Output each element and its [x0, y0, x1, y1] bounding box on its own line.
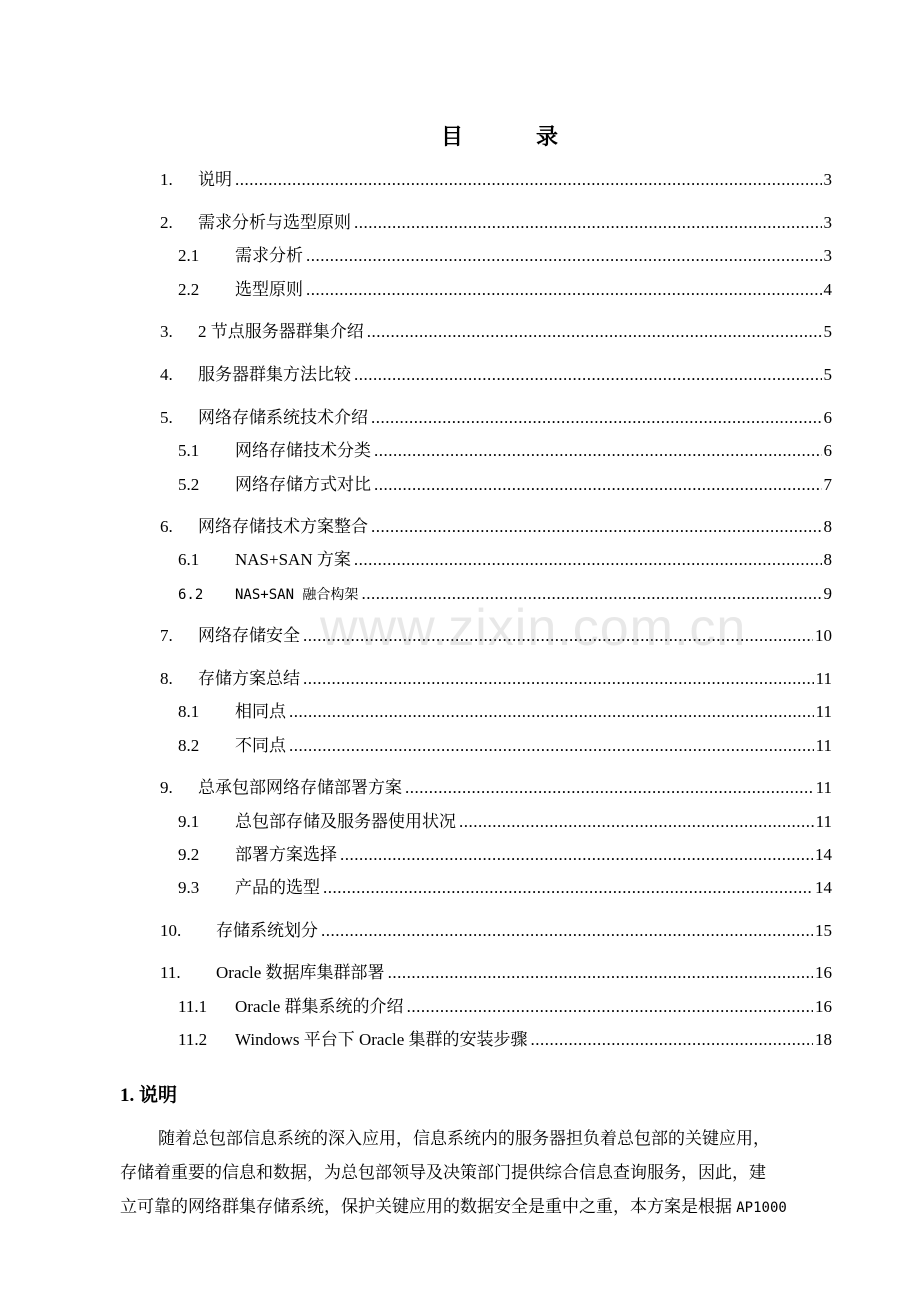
toc-entry-number: 6.2 [178, 587, 204, 603]
toc-entry-page: 5 [823, 365, 832, 384]
toc-entry[interactable] [160, 776, 832, 800]
toc-entry-title: 存储方案总结 [198, 669, 300, 688]
toc-entry-number: 1. [160, 170, 173, 189]
toc-entry-page: 4 [823, 280, 832, 299]
toc-entry-number: 6. [160, 517, 173, 536]
toc-entry[interactable] [178, 473, 832, 497]
toc-entry-number: 9.2 [178, 845, 200, 864]
toc-leader-dots [374, 439, 822, 463]
paragraph-text: 立可靠的网络群集存储系统，保护关键应用的数据安全是重中之重，本方案是根据 [120, 1197, 737, 1216]
toc-entry-page: 3 [823, 170, 832, 189]
toc-entry-page: 11 [815, 778, 832, 797]
toc-entry-title: 选型原则 [235, 280, 303, 299]
toc-entry[interactable] [178, 734, 832, 758]
toc-leader-dots [371, 406, 822, 430]
toc-entry-number: 10. [160, 921, 182, 940]
toc-entry-title: 网络存储技术方案整合 [198, 517, 368, 536]
toc-leader-dots [531, 1028, 813, 1052]
toc-entry[interactable] [178, 1028, 832, 1052]
paragraph-line: 随着总包部信息系统的深入应用，信息系统内的服务器担负着总包部的关键应用， [158, 1129, 770, 1148]
toc-entry-number: 9.1 [178, 812, 200, 831]
toc-entry-title: 服务器群集方法比较 [198, 365, 351, 384]
toc-entry-page: 3 [823, 213, 832, 232]
toc-entry-title: 网络存储系统技术介绍 [198, 408, 368, 427]
toc-entry-page: 18 [815, 1030, 832, 1049]
toc-leader-dots [459, 810, 814, 834]
toc-entry[interactable] [160, 961, 832, 985]
toc-entry-page: 14 [815, 878, 832, 897]
toc-entry[interactable] [178, 244, 832, 268]
toc-entry-title: 说明 [198, 170, 232, 189]
toc-entry[interactable] [178, 843, 832, 867]
toc-entry-page: 10 [815, 626, 832, 645]
toc-leader-dots [361, 582, 821, 606]
toc-entry-number: 7. [160, 626, 173, 645]
toc-title-right: 录 [536, 124, 559, 149]
toc-entry-title: 总承包部网络存储部署方案 [198, 778, 402, 797]
toc-leader-dots [289, 734, 814, 758]
toc-entry-page: 3 [823, 246, 832, 265]
toc-entry[interactable] [160, 211, 832, 235]
toc-entry[interactable] [178, 876, 832, 900]
section-heading: 1. 说明 [120, 1085, 178, 1106]
toc-entry-title: 总包部存储及服务器使用状况 [235, 812, 456, 831]
toc-leader-dots [388, 961, 813, 985]
toc-leader-dots [354, 548, 822, 572]
toc-entry-title: 需求分析与选型原则 [198, 213, 351, 232]
toc-entry-number: 9. [160, 778, 173, 797]
toc-entry-number: 8. [160, 669, 173, 688]
toc-entry-title: 部署方案选择 [235, 845, 337, 864]
toc-entry-title: Oracle 群集系统的介绍 [235, 997, 404, 1016]
toc-entry[interactable] [178, 548, 832, 572]
toc-entry-page: 6 [823, 441, 832, 460]
toc-leader-dots [374, 473, 822, 497]
toc-leader-dots [303, 667, 814, 691]
toc-leader-dots [289, 700, 814, 724]
paragraph-code: AP1000 [736, 1200, 787, 1216]
toc-entry-number: 2. [160, 213, 173, 232]
toc-entry-title: NAS+SAN 融合构架 [235, 587, 359, 603]
toc-leader-dots [303, 624, 813, 648]
toc-entry-number: 11.2 [178, 1030, 208, 1049]
toc-entry[interactable] [160, 667, 832, 691]
toc-entry[interactable] [160, 320, 832, 344]
toc-entry-page: 11 [815, 812, 832, 831]
toc-entry[interactable] [160, 919, 832, 943]
toc-entry[interactable] [160, 515, 832, 539]
toc-entry-page: 8 [823, 550, 832, 569]
toc-leader-dots [321, 919, 813, 943]
toc-entry-title: 2 节点服务器群集介绍 [198, 322, 364, 341]
toc-leader-dots [306, 244, 822, 268]
toc-entry-page: 5 [823, 322, 832, 341]
toc-leader-dots [367, 320, 822, 344]
toc-entry-page: 6 [823, 408, 832, 427]
toc-entry-page: 8 [823, 517, 832, 536]
toc-entry-page: 11 [815, 702, 832, 721]
toc-entry-page: 14 [815, 845, 832, 864]
toc-entry[interactable] [178, 439, 832, 463]
toc-entry-number: 2.2 [178, 280, 200, 299]
toc-title [0, 120, 920, 152]
toc-entry-number: 11.1 [178, 997, 208, 1016]
toc-entry-page: 16 [815, 963, 832, 982]
toc-entry-page: 11 [815, 736, 832, 755]
toc-entry-title: 存储系统划分 [216, 921, 318, 940]
toc-entry-number: 2.1 [178, 246, 200, 265]
toc-entry-number: 8.2 [178, 736, 200, 755]
toc-entry-title: 不同点 [235, 736, 286, 755]
toc-title-left: 目 [441, 124, 464, 149]
toc-entry-title: 网络存储方式对比 [235, 475, 371, 494]
toc-entry[interactable] [160, 363, 832, 387]
toc-leader-dots [306, 278, 822, 302]
toc-entry[interactable] [160, 406, 832, 430]
toc-entry[interactable] [178, 582, 832, 606]
toc-entry-title: Oracle 数据库集群部署 [216, 963, 385, 982]
toc-entry-title: 产品的选型 [235, 878, 320, 897]
toc-entry-page: 7 [823, 475, 832, 494]
paragraph-line: 存储着重要的信息和数据，为总包部领导及决策部门提供综合信息查询服务，因此，建 [120, 1163, 766, 1182]
toc-entry[interactable] [178, 278, 832, 302]
toc-entry-number: 5.2 [178, 475, 200, 494]
toc-leader-dots [405, 776, 814, 800]
toc-leader-dots [340, 843, 813, 867]
watermark: www.zixin.com.cn [320, 599, 747, 657]
toc-entry-page: 11 [815, 669, 832, 688]
toc-leader-dots [235, 168, 822, 192]
toc-entry-number: 4. [160, 365, 173, 384]
toc-entry[interactable] [178, 810, 832, 834]
toc-leader-dots [354, 211, 822, 235]
toc-entry-title: NAS+SAN 方案 [235, 550, 351, 569]
toc-entry-title: 网络存储技术分类 [235, 441, 371, 460]
toc-entry-page: 9 [823, 584, 832, 603]
toc-entry-number: 3. [160, 322, 173, 341]
toc-entry[interactable] [160, 168, 832, 192]
toc-entry-title: 网络存储安全 [198, 626, 300, 645]
toc-entry-title: 相同点 [235, 702, 286, 721]
toc-entry-page: 15 [815, 921, 832, 940]
toc-entry[interactable] [178, 700, 832, 724]
toc-leader-dots [371, 515, 822, 539]
toc-entry-number: 9.3 [178, 878, 200, 897]
toc-leader-dots [323, 876, 813, 900]
toc-entry-number: 8.1 [178, 702, 200, 721]
toc-entry-number: 11. [160, 963, 181, 982]
toc-entry-title: Windows 平台下 Oracle 集群的安装步骤 [235, 1030, 528, 1049]
toc-entry[interactable] [160, 624, 832, 648]
toc-entry[interactable] [178, 995, 832, 1019]
paragraph-line [120, 1192, 830, 1217]
toc-entry-title: 需求分析 [235, 246, 303, 265]
toc-leader-dots [407, 995, 813, 1019]
toc-entry-number: 6.1 [178, 550, 200, 569]
toc-entry-page: 16 [815, 997, 832, 1016]
toc-entry-number: 5.1 [178, 441, 200, 460]
toc-entry-number: 5. [160, 408, 173, 427]
toc-leader-dots [354, 363, 822, 387]
